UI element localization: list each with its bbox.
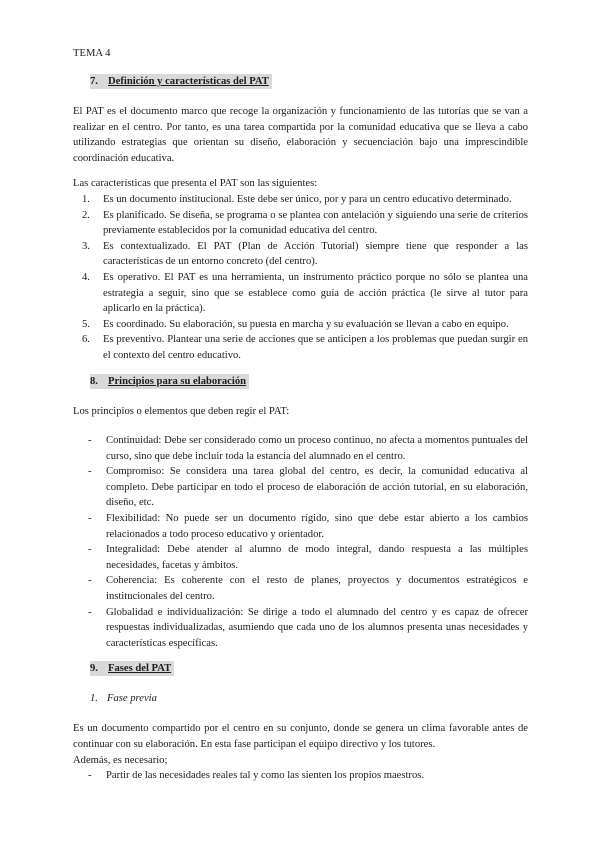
list-item-text: Coherencia: Es coherente con el resto de planes, proyectos y documentos estratégicos e institucionales del centro. <box>106 575 528 603</box>
section-9-note: Además, es necesario; <box>73 754 168 766</box>
list-item-text: Globalidad e individualización: Se dirige a todo el alumnado del centro y es capaz de ofrecer respuestas individualizadas, asumiendo que cada uno de los alumnos presenta unas necesidades y características específicas. <box>106 606 528 649</box>
list-item <box>73 332 528 363</box>
list-marker: - <box>88 544 92 556</box>
section-9-heading <box>73 661 528 677</box>
list-item <box>73 573 528 604</box>
section-9-heading-highlight <box>90 661 174 676</box>
list-item <box>73 542 528 573</box>
list-item <box>73 239 528 270</box>
list-item-text: Es operativo. El PAT es una herramienta, un instrumento práctico porque no sólo se plantea una estrategia a seguir, sino que se establece como guía de acción práctica (le sirve al tutor para aplicarlo en la práctica). <box>103 271 528 315</box>
list-item-text: Partir de las necesidades reales tal y como las sienten los propios maestros. <box>106 770 425 782</box>
list-item-text: Compromiso: Se considera una tarea global del centro, es decir, la comunidad educativa al completo. Debe participar en todo el proceso de elaboración de acción tutorial, en su elaboración, diseño, etc. <box>106 466 528 509</box>
section-8-title: Principios para su elaboración <box>108 375 247 387</box>
list-item-text: Es planificado. Se diseña, se programa o se plantea con antelación y siguiendo una serie de criterios previamente establecidos por la comunidad educativa del centro. <box>103 209 528 237</box>
list-marker: 1. <box>82 193 90 205</box>
list-item <box>73 317 528 333</box>
section-9-title: Fases del PAT <box>108 663 172 675</box>
list-item <box>73 433 528 464</box>
list-marker: 4. <box>82 271 90 283</box>
list-marker: 2. <box>82 209 90 221</box>
list-item <box>73 768 528 784</box>
list-marker: 6. <box>82 334 90 346</box>
list-item <box>73 192 528 208</box>
section-7-number: 7. <box>90 76 98 87</box>
document-page <box>73 46 528 784</box>
section-9-paragraph: Es un documento compartido por el centro en su conjunto, donde se genera un clima favorable antes de continuar con su elaboración. En esta fase participan el equipo directivo y los tutores. <box>73 723 528 750</box>
list-item-text: Es coordinado. Su elaboración, su puesta en marcha y su evaluación se llevan a cabo en equipo. <box>103 318 509 330</box>
principles-list <box>73 433 528 651</box>
list-item <box>73 511 528 542</box>
list-item-text: Flexibilidad: No puede ser un documento rígido, sino que debe estar abierto a los cambios relacionados a todo proceso educativo y orientador. <box>106 513 528 540</box>
list-item <box>73 464 528 511</box>
section-8-intro: Los principios o elementos que deben regir el PAT: <box>73 405 290 417</box>
list-item <box>73 270 528 317</box>
section-9-number: 9. <box>90 663 98 675</box>
section-8-heading-highlight <box>90 374 249 389</box>
section-7-list-intro: Las características que presenta el PAT son las siguientes: <box>73 178 318 190</box>
characteristics-list <box>73 192 528 364</box>
list-item-text: Es preventivo. Plantear una serie de acciones que se anticipen a los problemas que puedan surgir en el contexto del centro educativo. <box>103 334 528 361</box>
list-marker: 3. <box>82 240 90 252</box>
subsection-number: 1. <box>90 693 98 705</box>
section-7-intro: El PAT es el documento marco que recoge la organización y funcionamiento de las tutorías que se van a realizar en el centro. Por tanto, es una tarea compartida por la comunidad educativa que se lleva a cabo utilizando estrategias que orientan su diseño, elaboración y secuenciación bajo una imprescindible coordinación educativa. <box>73 106 528 164</box>
list-marker: - <box>88 575 92 587</box>
list-marker: - <box>88 513 92 525</box>
list-marker: - <box>88 466 92 478</box>
list-marker: - <box>88 606 92 618</box>
list-item <box>73 208 528 239</box>
section-7-title: Definición y características del PAT <box>108 76 269 87</box>
list-item-text: Continuidad: Debe ser considerado como un proceso continuo, no afecta a momentos puntuales del curso, sino que debe incluir toda la estancia del alumnado en el centro. <box>106 435 528 462</box>
list-marker: 5. <box>82 318 90 330</box>
subsection-title: Fase previa <box>107 693 157 705</box>
subsection-heading <box>73 691 528 707</box>
section-8-heading <box>73 374 528 390</box>
list-item-text: Es un documento institucional. Este debe ser único, por y para un centro educativo determinado. <box>103 193 512 205</box>
topic-label: TEMA 4 <box>73 48 111 59</box>
list-marker: - <box>88 435 92 447</box>
section-8-number: 8. <box>90 375 98 387</box>
list-marker: - <box>88 770 92 782</box>
list-item-text: Es contextualizado. El PAT (Plan de Acción Tutorial) siempre tiene que responder a las características de un entorno concreto (del centro). <box>103 240 528 268</box>
list-item-text: Integralidad: Debe atender al alumno de modo integral, dando respuesta a las múltiples necesidades, facetas y ámbitos. <box>106 544 528 571</box>
section-7-heading <box>73 74 528 90</box>
section-7-heading-highlight <box>90 74 272 89</box>
phase-list <box>73 768 528 784</box>
list-item <box>73 605 528 652</box>
